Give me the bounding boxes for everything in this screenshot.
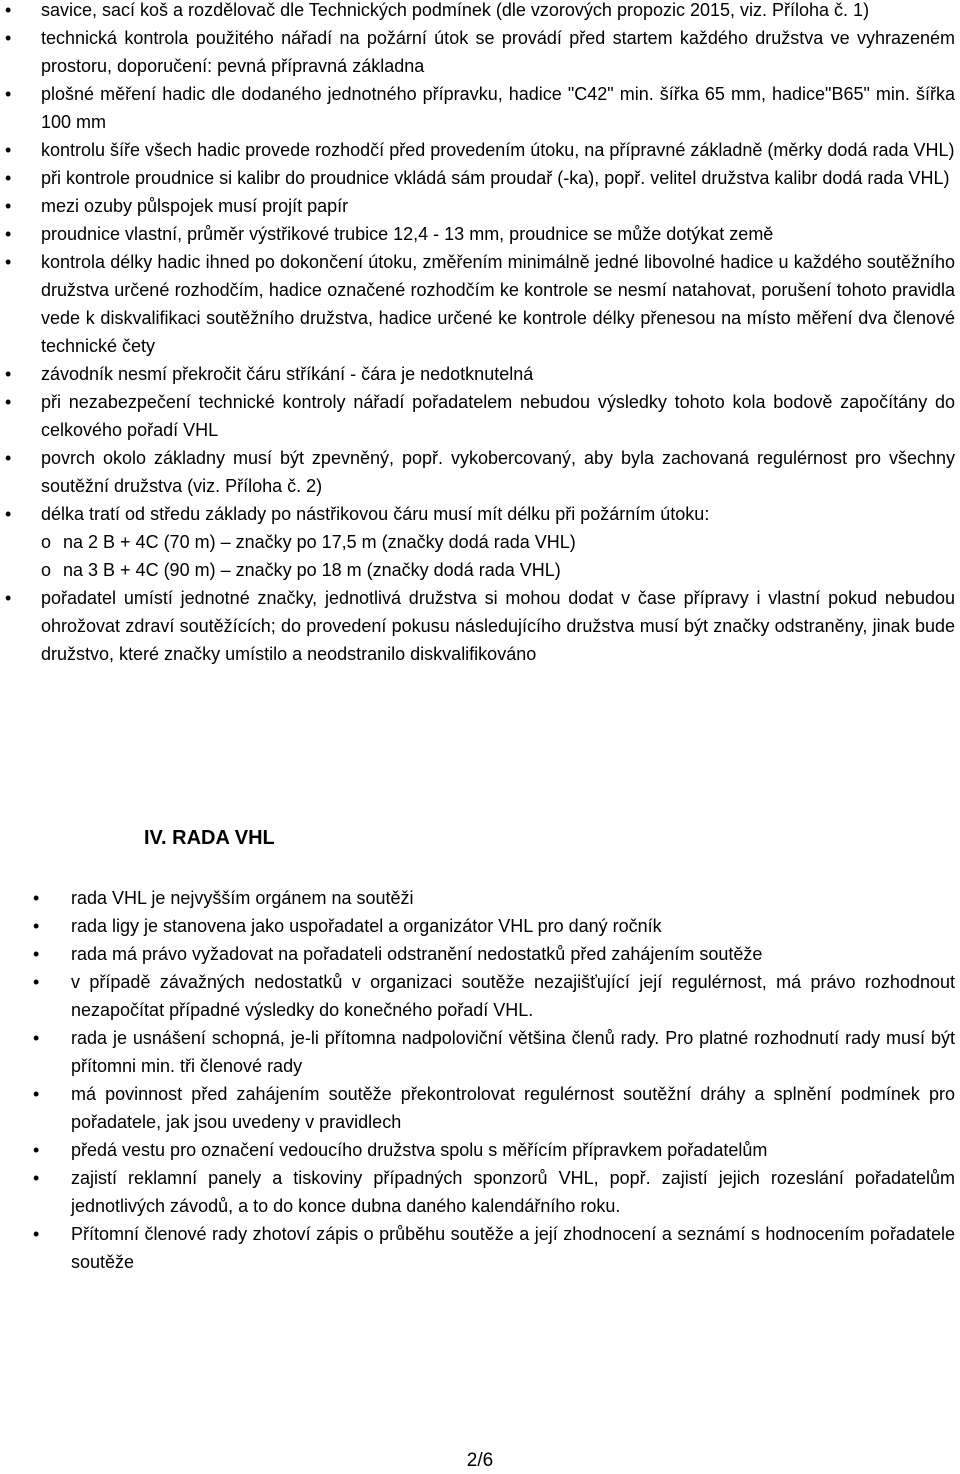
list-item (33, 1080, 955, 1136)
bullet-icon: • (33, 1084, 40, 1104)
bullet-icon: • (5, 28, 12, 48)
bullet-icon: • (5, 588, 12, 608)
list-item-text: rada VHL je nejvyšším orgánem na soutěži (71, 888, 414, 908)
list-item-text: rada má právo vyžadovat na pořadateli odstranění nedostatků před zahájením soutěže (71, 944, 763, 964)
rules-bullet-list (5, 0, 955, 668)
list-item-text: při kontrole proudnice si kalibr do proudnice vkládá sám proudař (-ka), popř. velitel družstva kalibr dodá rada VHL) (41, 168, 950, 188)
list-item-text: Přítomní členové rady zhotoví zápis o průběhu soutěže a její zhodnocení a seznámí s hodnocením pořadatele soutěže (71, 1224, 955, 1272)
list-item (5, 192, 955, 220)
list-item (5, 164, 955, 192)
list-item-text: pořadatel umístí jednotné značky, jednotlivá družstva si mohou dodat v čase přípravy i vlastní pokud nebudou ohrožovat zdraví soutěžících; do provedení pokusu následujícího družstva musí být značky odstraněny, jinak bude družstvo, které značky umístilo a neodstranilo diskvalifikováno (41, 588, 955, 664)
list-item (5, 136, 955, 164)
bullet-icon: • (5, 392, 12, 412)
circle-bullet-icon: o (41, 560, 52, 580)
list-item-text: závodník nesmí překročit čáru stříkání - čára je nedotknutelná (41, 364, 534, 384)
list-item (5, 500, 955, 584)
track-length-sublist (41, 528, 955, 584)
list-item (5, 248, 955, 360)
bullet-icon: • (5, 448, 12, 468)
list-item-text: při nezabezpečení technické kontroly nářadí pořadatelem nebudou výsledky tohoto kola bodově započítány do celkového pořadí VHL (41, 392, 955, 440)
section-heading: IV. RADA VHL (144, 827, 275, 849)
list-item-text: rada je usnášení schopná, je-li přítomna nadpoloviční většina členů rady. Pro platné rozhodnutí rady musí být přítomni min. tři členové rady (71, 1028, 955, 1076)
list-item-text: v případě závažných nedostatků v organizaci soutěže nezajišťující její regulérnost, má právo rozhodnout nezapočítat případné výsledky do konečného pořadí VHL. (71, 972, 955, 1020)
list-item (33, 912, 955, 940)
list-item (33, 1220, 955, 1276)
list-item-text: proudnice vlastní, průměr výstřikové trubice 12,4 - 13 mm, proudnice se může dotýkat země (41, 224, 774, 244)
page-number: 2/6 (466, 1450, 494, 1471)
list-item-text: délka tratí od středu základy po nástřikovou čáru musí mít délku při požárním útoku: (41, 504, 710, 524)
sub-list-item (41, 528, 955, 556)
list-item-text: technická kontrola použitého nářadí na požární útok se provádí před startem každého družstva ve vyhrazeném prostoru, doporučení: pevná přípravná základna (41, 28, 955, 76)
list-item-text: mezi ozuby půlspojek musí projít papír (41, 196, 349, 216)
bullet-icon: • (5, 140, 12, 160)
bullet-icon: • (5, 504, 12, 524)
list-item-text: plošné měření hadic dle dodaného jednotného přípravku, hadice "C42" min. šířka 65 mm, hadice"B65" min. šířka 100 mm (41, 84, 955, 132)
list-item (33, 1136, 955, 1164)
list-item-text: rada ligy je stanovena jako uspořadatel a organizátor VHL pro daný ročník (71, 916, 662, 936)
bullet-icon: • (5, 196, 12, 216)
bullet-icon: • (5, 168, 12, 188)
list-item-text: předá vestu pro označení vedoucího družstva spolu s měřícím přípravkem pořadatelům (71, 1140, 768, 1160)
bullet-icon: • (5, 224, 12, 244)
bullet-icon: • (5, 364, 12, 384)
bullet-icon: • (5, 84, 12, 104)
list-item (33, 1024, 955, 1080)
bullet-icon: • (33, 888, 40, 908)
list-item-text: má povinnost před zahájením soutěže překontrolovat regulérnost soutěžní dráhy a splnění podmínek pro pořadatele, jak jsou uvedeny v pravidlech (71, 1084, 955, 1132)
bullet-icon: • (33, 1168, 40, 1188)
list-item-text: savice, sací koš a rozdělovač dle Technických podmínek (dle vzorových propozic 2015, viz. Příloha č. 1) (41, 0, 870, 20)
bullet-icon: • (33, 916, 40, 936)
list-item-text: povrch okolo základny musí být zpevněný, popř. vykobercovaný, aby byla zachovaná regulérnost pro všechny soutěžní družstva (viz. Příloha č. 2) (41, 448, 955, 496)
council-bullet-list (33, 884, 955, 1276)
bullet-icon: • (33, 972, 40, 992)
sub-list-item (41, 556, 955, 584)
list-item (5, 24, 955, 80)
list-item (5, 388, 955, 444)
list-item (33, 1164, 955, 1220)
list-item (5, 444, 955, 500)
bullet-icon: • (33, 1028, 40, 1048)
circle-bullet-icon: o (41, 532, 52, 552)
list-item (33, 940, 955, 968)
bullet-icon: • (33, 1140, 40, 1160)
list-item (5, 584, 955, 668)
list-item-text: zajistí reklamní panely a tiskoviny případných sponzorů VHL, popř. zajistí jejich rozeslání pořadatelům jednotlivých závodů, a to do konce dubna daného kalendářního roku. (71, 1168, 955, 1216)
list-item (5, 220, 955, 248)
list-item (33, 884, 955, 912)
list-item (5, 360, 955, 388)
list-item (33, 968, 955, 1024)
sub-list-item-text: na 3 B + 4C (90 m) – značky po 18 m (značky dodá rada VHL) (63, 560, 561, 580)
bullet-icon: • (5, 0, 12, 20)
bullet-icon: • (33, 944, 40, 964)
sub-list-item-text: na 2 B + 4C (70 m) – značky po 17,5 m (značky dodá rada VHL) (63, 532, 576, 552)
bullet-icon: • (5, 252, 12, 272)
list-item-text: kontrola délky hadic ihned po dokončení útoku, změřením minimálně jedné libovolné hadice u každého soutěžního družstva určené rozhodčím, hadice označené rozhodčím ke kontrole se nesmí natahovat, porušení tohoto pravidla vede k diskvalifikaci soutěžního družstva, hadice určené ke kontrole délky přenesou na místo měření dva členové technické čety (41, 252, 955, 356)
list-item (5, 80, 955, 136)
list-item-text: kontrolu šíře všech hadic provede rozhodčí před provedením útoku, na přípravné základně (měrky dodá rada VHL) (41, 140, 955, 160)
bullet-icon: • (33, 1224, 40, 1244)
list-item (5, 0, 955, 24)
